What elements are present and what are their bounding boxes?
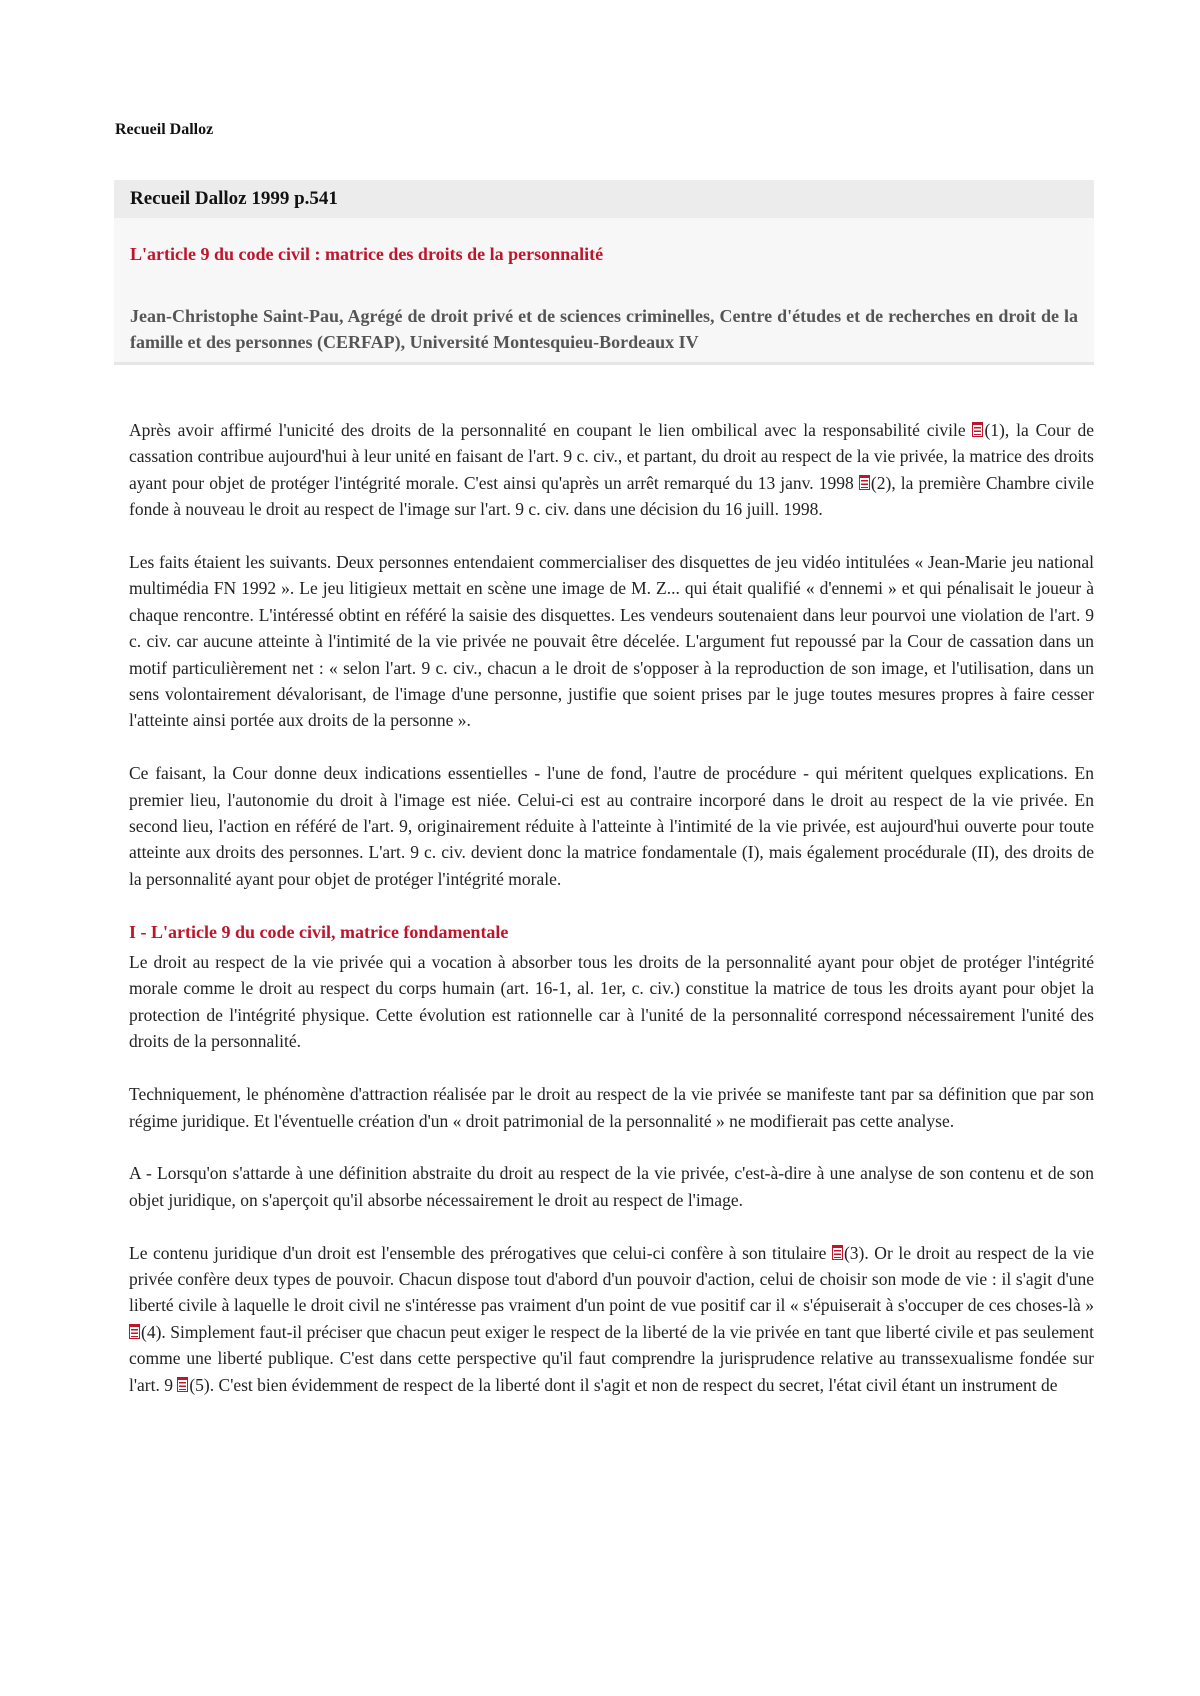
section-heading: I - L'article 9 du code civil, matrice fondamentale [129, 921, 509, 942]
paragraph [129, 1240, 1094, 1398]
text: . Simplement faut-il préciser que chacun peut exiger le respect de la liberté de la vie privée en tant que liberté civile et pas seulement comme une liberté publique. C'est dans cette perspective qu'il faut comprendre la jurisprudence relative au transsexualisme fondée sur l'art. 9 [129, 1321, 1094, 1395]
footnote-number: (4) [141, 1321, 162, 1342]
article-header [114, 180, 1094, 365]
text: . Or le droit au respect de la vie privée confère deux types de pouvoir. Chacun dispose tout d'abord d'un pouvoir d'action, celui de choisir son mode de vie : il s'agit d'une liberté civile à laquelle le droit civil ne s'intéresse pas vraiment d'un point de vue positif car il « s'épuiserait à s'occuper de ces choses-là » [129, 1242, 1094, 1316]
footnote-link-1[interactable] [972, 420, 1004, 440]
footnote-link-4[interactable] [129, 1322, 161, 1342]
article-title: L'article 9 du code civil : matrice des droits de la personnalité [130, 244, 604, 264]
text: , la première Chambre civile fonde à nouveau le droit au respect de l'image sur l'art. 9 c. civ. dans une décision du 16 juill. 1998. [129, 472, 1094, 520]
article-author: Jean-Christophe Saint-Pau, Agrégé de droit privé et de sciences criminelles, Centre d'études et de recherches en droit de la famille et des personnes (CERFAP), Université Montesquieu-Bordeaux IV [130, 306, 1078, 352]
paragraph: Techniquement, le phénomène d'attraction réalisée par le droit au respect de la vie privée se manifeste tant par sa définition que par son régime juridique. Et l'éventuelle création d'un « droit patrimonial de la personnalité » ne modifierait pas cette analyse. [129, 1084, 1094, 1131]
paragraph: Le droit au respect de la vie privée qui a vocation à absorber tous les droits de la personnalité ayant pour objet de protéger l'intégrité morale comme le droit au respect du corps humain (art. 16-1, al. 1er, c. civ.) constitue la matrice de tous les droits ayant pour objet la protection de l'intégrité physique. Cette évolution est rationnelle car à l'unité de la personnalité correspond nécessairement l'unité des droits de la personnalité. [129, 952, 1094, 1052]
article-reference: Recueil Dalloz 1999 p.541 [114, 180, 1094, 218]
paragraph: Les faits étaient les suivants. Deux personnes entendaient commercialiser des disquettes de jeu vidéo intitulées « Jean-Marie jeu national multimédia FN 1992 ». Le jeu litigieux mettait en scène une image de M. Z... qui était qualifié « d'ennemi » et qui pénalisait le joueur à chaque rencontre. L'intéressé obtint en référé la saisie des disquettes. Les vendeurs soutenaient dans leur pourvoi une violation de l'art. 9 c. civ. car aucune atteinte à l'intimité de la vie privée ne pouvait être décelée. L'argument fut repoussé par la Cour de cassation dans un motif particulièrement net : « selon l'art. 9 c. civ., chacun a le droit de s'opposer à la reproduction de son image, et l'utilisation, dans un sens volontairement dévalorisant, de l'image d'une personne, justifie que soient prises par le juge toutes mesures propres à faire cesser l'atteinte ainsi portée aux droits de la personne ». [129, 552, 1094, 731]
text: . C'est bien évidemment de respect de la liberté dont il s'agit et non de respect du secret, l'état civil étant un instrument de [209, 1374, 1058, 1395]
footnote-icon [177, 1377, 188, 1392]
footnote-number: (1) [984, 420, 1005, 440]
footnote-link-2[interactable] [859, 473, 891, 493]
paragraph [129, 417, 1094, 523]
source-label: Recueil Dalloz [115, 121, 214, 138]
article-body [129, 417, 1094, 1424]
footnote-icon [972, 422, 983, 437]
footnote-number: (3) [843, 1242, 865, 1263]
footnote-number: (2) [870, 472, 892, 493]
footnote-icon [832, 1245, 843, 1260]
text: , la Cour de cassation contribue aujourd'hui à leur unité en faisant de l'art. 9 c. civ., et partant, du droit au respect de la vie privée, la matrice des droits ayant pour objet de protéger l'intégrité morale. C'est ainsi qu'après un arrêt remarqué du 13 janv. 1998 [129, 420, 1094, 493]
footnote-number: (5) [189, 1374, 210, 1395]
paragraph: Ce faisant, la Cour donne deux indications essentielles - l'une de fond, l'autre de procédure - qui méritent quelques explications. En premier lieu, l'autonomie du droit à l'image est niée. Celui-ci est au contraire incorporé dans le droit au respect de la vie privée. En second lieu, l'action en référé de l'art. 9, originairement réduite à l'atteinte à l'intimité de la vie privée, est aujourd'hui ouverte pour toute atteinte aux droits des personnes. L'art. 9 c. civ. devient donc la matrice fondamentale (I), mais également procédurale (II), des droits de la personnalité ayant pour objet de protéger l'intégrité morale. [129, 763, 1094, 889]
paragraph: A - Lorsqu'on s'attarde à une définition abstraite du droit au respect de la vie privée, c'est-à-dire à une analyse de son contenu et de son objet juridique, on s'aperçoit qu'il absorbe nécessairement le droit au respect de l'image. [129, 1163, 1094, 1210]
footnote-link-5[interactable] [177, 1375, 209, 1395]
text: Après avoir affirmé l'unicité des droits de la personnalité en coupant le lien ombilical avec la responsabilité civile [129, 420, 973, 440]
footnote-icon [129, 1324, 140, 1339]
footnote-link-3[interactable] [832, 1243, 864, 1263]
footnote-icon [859, 475, 870, 490]
text: Le contenu juridique d'un droit est l'ensemble des prérogatives que celui-ci confère à son titulaire [129, 1242, 832, 1263]
